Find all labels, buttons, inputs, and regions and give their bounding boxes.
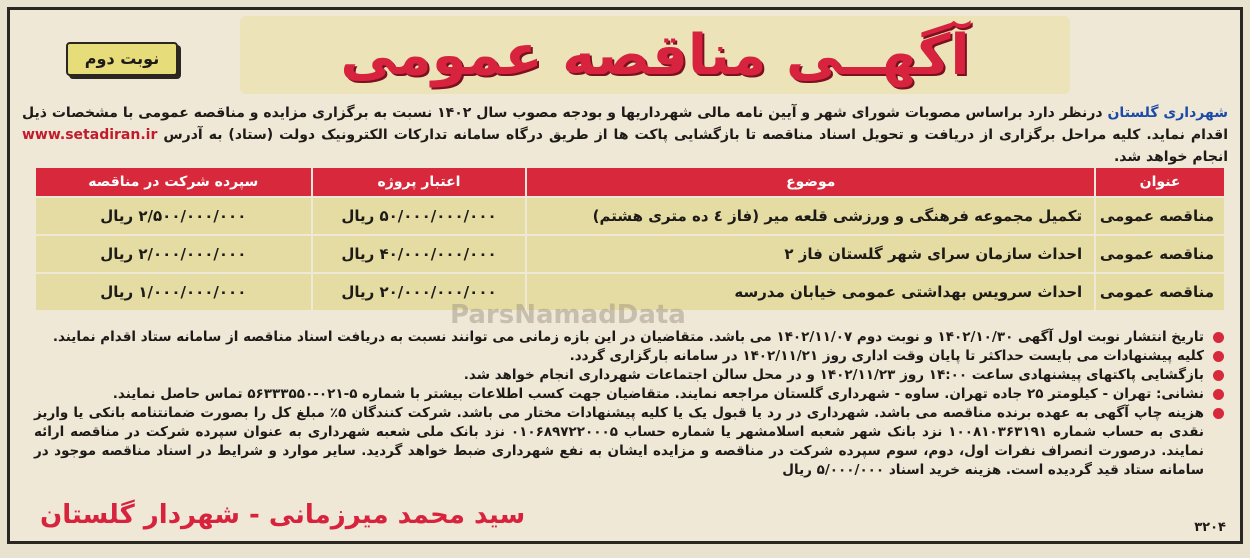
list-item [34,404,1224,480]
row-deposit: ۲/۰۰۰/۰۰۰/۰۰۰ ریال [35,235,312,273]
website-link[interactable]: www.setadiran.ir [22,127,158,143]
organization-name: شهرداری گلستان [1107,105,1229,121]
notice-code: ۳۲۰۴ [1194,520,1226,535]
note-text: تاریخ انتشار نوبت اول آگهی ۱۴۰۲/۱۰/۳۰ و نوبت دوم ۱۴۰۲/۱۱/۰۷ می باشد. متقاضیان در این بازه زمانی می توانند نسبت به دریافت اسناد مناقصه از سامانه ستاد اقدام نمایند. [52,329,1204,345]
mayor-signature: سید محمد میرزمانی - شهردار گلستان [40,500,526,530]
row-deposit: ۱/۰۰۰/۰۰۰/۰۰۰ ریال [35,273,312,311]
bullet-icon [1213,370,1224,381]
bullet-icon [1213,408,1224,419]
tender-table [34,166,1226,312]
watermark: ParsNamadData [450,300,686,330]
table-row [35,235,1225,273]
list-item [34,347,1224,366]
list-item [34,385,1224,404]
header-deposit: سپرده شرکت در مناقصه [35,167,312,197]
note-text: بازگشایی پاکتهای پیشنهادی ساعت ۱۴:۰۰ روز ۱۴۰۲/۱۱/۲۳ و در محل سالن اجتماعات شهرداری انجام خواهد شد. [463,367,1204,383]
bullet-icon [1213,351,1224,362]
row-kind: مناقصه عمومی [1095,235,1225,273]
row-subject: احداث سرویس بهداشتی عمومی خیابان مدرسه [526,273,1095,311]
note-text: هزینه چاپ آگهی به عهده برنده مناقصه می باشد. شهرداری در رد یا قبول یک یا کلیه پیشنهادات مختار می باشد. شرکت کنندگان ۵٪ مبلغ کل را بصورت ضمانتنامه بانکی یا واریز نقدی به حساب شماره ۱۰۰۸۱۰۳۶۳۱۹۱ نزد بانک شهر شعبه اسلامشهر یا شماره حساب ۰۱۰۶۸۹۷۲۲۰۰۰۵ نزد بانک ملی شعبه شهرداری به عنوان سپرده شرکت در مناقصه ارائه نمایند. درصورت انصراف نفرات اول، دوم، سوم سپرده شرکت در مناقصه و مزایده ایشان به نفع شهرداری ضبط خواهد گردید. سایر موارد و شرایط در اسناد مناقصه موجود در سامانه ستاد قید گردیده است. هزینه خرید اسناد ۵/۰۰۰/۰۰۰ ریال [34,405,1204,478]
header-budget: اعتبار پروژه [312,167,527,197]
intro-paragraph [22,102,1228,168]
round-badge: نوبت دوم [66,42,178,76]
list-item [34,366,1224,385]
note-text: نشانی: تهران - کیلومتر ۲۵ جاده تهران. ساوه - شهرداری گلستان مراجعه نمایند. متقاضیان جهت کسب اطلاعات بیشتر با شماره ۵-۰۲۱-۵۶۳۳۳۵۵۰ تماس حاصل نمایند. [112,386,1204,402]
row-budget: ۴۰/۰۰۰/۰۰۰/۰۰۰ ریال [312,235,527,273]
page-title: آگهــی مناقصه عمومی [340,23,970,88]
bullet-icon [1213,332,1224,343]
tender-notice [7,7,1243,544]
header-title: عنوان [1095,167,1225,197]
list-item [34,328,1224,347]
bullet-icon [1213,389,1224,400]
notes-list [34,328,1224,480]
row-subject: تکمیل مجموعه فرهنگی و ورزشی قلعه میر (فاز ٤ ده متری هشتم) [526,197,1095,235]
row-budget: ۵۰/۰۰۰/۰۰۰/۰۰۰ ریال [312,197,527,235]
row-kind: مناقصه عمومی [1095,273,1225,311]
row-budget: ۲۰/۰۰۰/۰۰۰/۰۰۰ ریال [312,273,527,311]
row-kind: مناقصه عمومی [1095,197,1225,235]
intro-text-2: انجام خواهد شد. [1113,149,1228,165]
row-deposit: ۲/۵۰۰/۰۰۰/۰۰۰ ریال [35,197,312,235]
table-header-row [35,167,1225,197]
header-subject: موضوع [526,167,1095,197]
title-banner [240,16,1070,94]
row-subject: احداث سازمان سرای شهر گلستان فاز ۲ [526,235,1095,273]
note-text: کلیه پیشنهادات می بایست حداکثر تا پایان وقت اداری روز ۱۴۰۲/۱۱/۲۱ در سامانه بارگزاری گردد. [569,348,1204,364]
intro-text-1: درنظر دارد براساس مصوبات شورای شهر و آیین نامه مالی شهرداریها و بودجه مصوب سال ۱۴۰۲ نسبت به برگزاری مزایده و مناقصه عمومی با مشخصات ذیل اقدام نماید. کلیه مراحل برگزاری از دریافت و تحویل اسناد مناقصه تا بازگشایی پاکت ها از طریق درگاه سامانه تدارکات الکترونیک دولت (ستاد) به آدرس [22,105,1228,143]
table-row [35,197,1225,235]
